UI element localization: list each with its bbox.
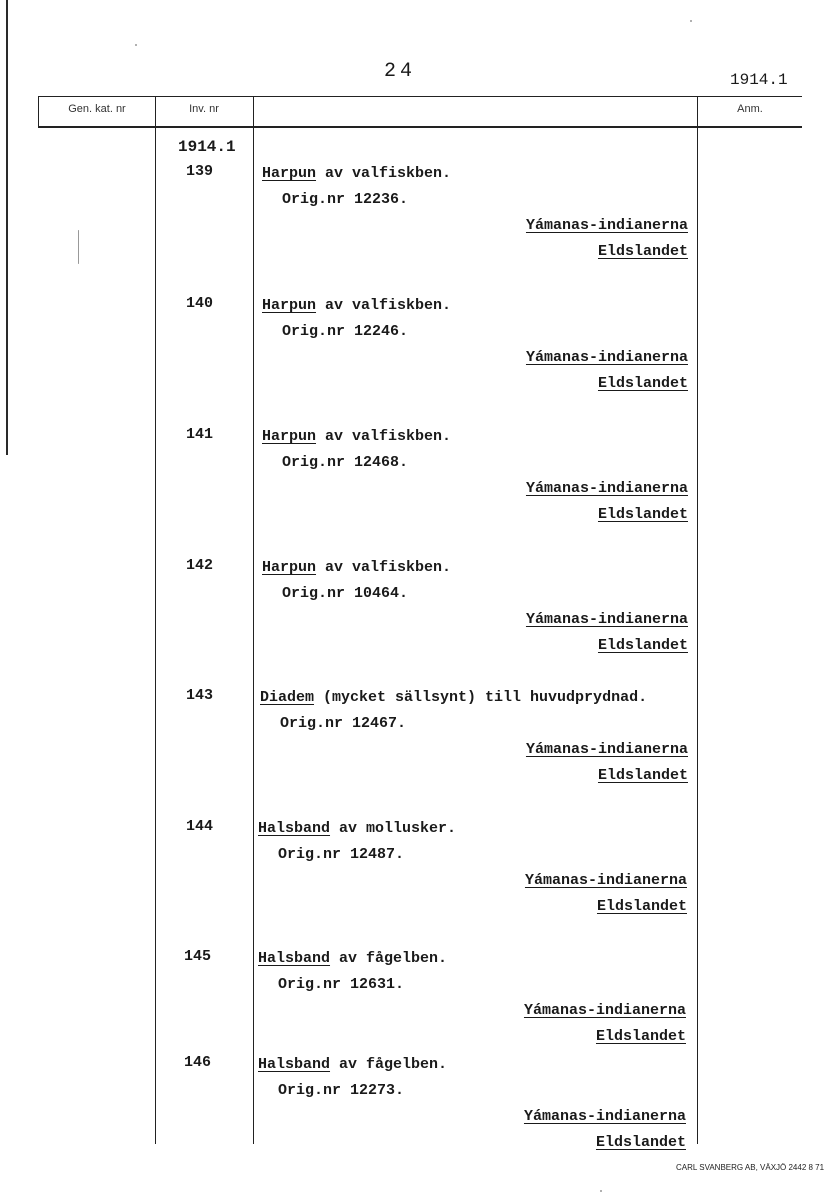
entry-number: 140 bbox=[186, 295, 214, 312]
entry-people: Yámanas-indianerna bbox=[525, 217, 688, 234]
entry-description-rest: av valfiskben. bbox=[316, 559, 452, 576]
entry-description-rest: av valfiskben. bbox=[316, 165, 452, 182]
entry-description-rest: av fågelben. bbox=[330, 950, 448, 967]
header-anm: Anm. bbox=[737, 103, 763, 115]
entry-original-number: Orig.nr 12631. bbox=[278, 976, 405, 993]
header-bottom-rule bbox=[38, 126, 802, 128]
column-rule-gen-inv bbox=[155, 96, 156, 1144]
scan-speck bbox=[600, 1190, 602, 1192]
entry-description-rest: av valfiskben. bbox=[316, 297, 452, 314]
entry-number: 141 bbox=[186, 426, 214, 443]
entry-term: Harpun bbox=[262, 428, 317, 445]
entry-description bbox=[262, 165, 451, 182]
entry-description-rest: av mollusker. bbox=[330, 820, 457, 837]
entry-description bbox=[260, 689, 647, 706]
entry-description bbox=[258, 820, 456, 837]
entry-original-number: Orig.nr 12273. bbox=[278, 1082, 405, 1099]
entry-place: Eldslandet bbox=[597, 637, 688, 654]
entry-term: Harpun bbox=[262, 165, 317, 182]
entry-description-rest: (mycket sällsynt) till huvudprydnad. bbox=[314, 689, 648, 706]
entry-people: Yámanas-indianerna bbox=[525, 349, 688, 366]
entry-description bbox=[262, 559, 451, 576]
printer-imprint: CARL SVANBERG AB, VÄXJÖ 2442 8 71 bbox=[676, 1163, 824, 1172]
entry-term: Halsband bbox=[258, 1056, 331, 1073]
entry-number: 146 bbox=[184, 1054, 212, 1071]
entry-original-number: Orig.nr 12487. bbox=[278, 846, 405, 863]
entry-original-number: Orig.nr 12468. bbox=[282, 454, 409, 471]
binding-margin-line bbox=[6, 0, 8, 455]
entry-term: Diadem bbox=[260, 689, 315, 706]
entry-original-number: Orig.nr 10464. bbox=[282, 585, 409, 602]
entry-place: Eldslandet bbox=[595, 1134, 686, 1151]
scan-speck bbox=[78, 230, 79, 264]
entry-place: Eldslandet bbox=[596, 898, 687, 915]
inventory-group-label: 1914.1 bbox=[178, 138, 236, 156]
entry-number: 142 bbox=[186, 557, 214, 574]
header-inv-nr: Inv. nr bbox=[189, 103, 219, 115]
header-top-rule bbox=[38, 96, 802, 97]
entry-description bbox=[258, 950, 447, 967]
entry-original-number: Orig.nr 12246. bbox=[282, 323, 409, 340]
column-rule-desc-anm bbox=[697, 96, 698, 1144]
entry-people: Yámanas-indianerna bbox=[525, 611, 688, 628]
entry-description-rest: av fågelben. bbox=[330, 1056, 448, 1073]
entry-term: Harpun bbox=[262, 559, 317, 576]
entry-number: 144 bbox=[186, 818, 214, 835]
entry-description bbox=[262, 297, 451, 314]
entry-place: Eldslandet bbox=[595, 1028, 686, 1045]
entry-people: Yámanas-indianerna bbox=[525, 741, 688, 758]
entry-place: Eldslandet bbox=[597, 243, 688, 260]
entry-people: Yámanas-indianerna bbox=[523, 1002, 686, 1019]
entry-place: Eldslandet bbox=[597, 506, 688, 523]
scan-speck bbox=[690, 20, 692, 22]
entry-number: 145 bbox=[184, 948, 212, 965]
entry-people: Yámanas-indianerna bbox=[525, 480, 688, 497]
entry-place: Eldslandet bbox=[597, 767, 688, 784]
entry-term: Halsband bbox=[258, 820, 331, 837]
entry-term: Halsband bbox=[258, 950, 331, 967]
entry-number: 139 bbox=[186, 163, 214, 180]
entry-description-rest: av valfiskben. bbox=[316, 428, 452, 445]
page-number: 24 bbox=[383, 60, 416, 83]
entry-people: Yámanas-indianerna bbox=[523, 1108, 686, 1125]
entry-place: Eldslandet bbox=[597, 375, 688, 392]
entry-term: Harpun bbox=[262, 297, 317, 314]
scan-speck bbox=[135, 44, 137, 46]
entry-description bbox=[262, 428, 451, 445]
entry-description bbox=[258, 1056, 447, 1073]
entry-people: Yámanas-indianerna bbox=[524, 872, 687, 889]
catalogue-id: 1914.1 bbox=[730, 71, 788, 89]
header-gen-kat-nr: Gen. kat. nr bbox=[68, 103, 126, 115]
column-rule-inv-desc bbox=[253, 96, 254, 1144]
entry-original-number: Orig.nr 12467. bbox=[280, 715, 407, 732]
entry-number: 143 bbox=[186, 687, 214, 704]
entry-original-number: Orig.nr 12236. bbox=[282, 191, 409, 208]
column-rule-left bbox=[38, 96, 39, 127]
